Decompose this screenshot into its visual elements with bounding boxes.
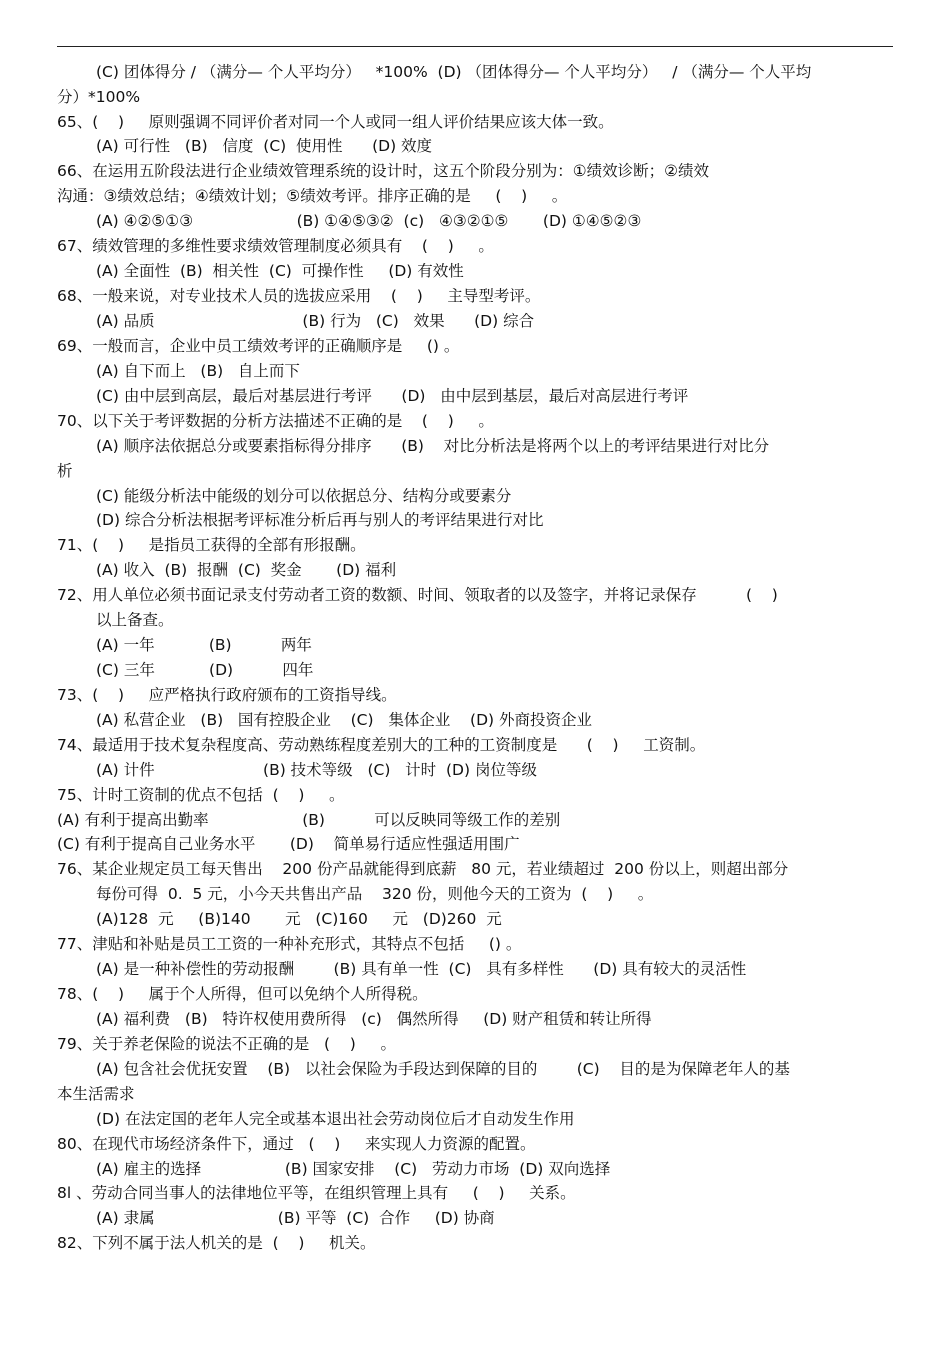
options-75: (A) 有利于提高出勤率 (B) 可以反映同等级工作的差别: [57, 811, 561, 829]
question-77: 77、津贴和补贴是员工工资的一种补充形式，其特点不包括 () 。: [57, 935, 522, 953]
options-72: (C) 三年 (D) 四年: [96, 661, 314, 679]
options-74: (A) 计件 (B) 技术等级 (C) 计时 (D) 岗位等级: [96, 761, 537, 779]
question-74: 74、最适用于技术复杂程度高、劳动熟练程度差别大的工种的工资制度是 ( ) 工资制。: [57, 736, 706, 754]
options-81: (A) 隶属 (B) 平等 (C) 合作 (D) 协商: [96, 1209, 495, 1227]
options-69: (C) 由中层到高层，最后对基层进行考评 (D) 由中层到基层，最后对高层进行考评: [96, 387, 689, 405]
question-80: 80、在现代市场经济条件下，通过 ( ) 来实现人力资源的配置。: [57, 1135, 536, 1153]
text-line: 沟通：③绩效总结；④绩效计划；⑤绩效考评。排序正确的是 ( ) 。: [57, 187, 568, 205]
text-line: 分）*100%: [57, 88, 141, 106]
options-78: (A) 福利费 (B) 特许权使用费所得 (c) 偶然所得 (D) 财产租赁和转让所得: [96, 1010, 652, 1028]
question-78: 78、( ) 属于个人所得，但可以免纳个人所得税。: [57, 985, 428, 1003]
question-69: 69、一般而言，企业中员工绩效考评的正确顺序是 () 。: [57, 337, 460, 355]
question-71: 71、( ) 是指员工获得的全部有形报酬。: [57, 536, 366, 554]
question-79: 79、关于养老保险的说法不正确的是 ( ) 。: [57, 1035, 396, 1053]
options-77: (A) 是一种补偿性的劳动报酬 (B) 具有单一性 (C) 具有多样性 (D) 具有较大的灵活性: [96, 960, 747, 978]
options-67: (A) 全面性 (B) 相关性 (C) 可操作性 (D) 有效性: [96, 262, 464, 280]
options-69: (A) 自下而上 (B) 自上而下: [96, 362, 300, 380]
top-rule: [57, 46, 893, 47]
question-68: 68、一般来说，对专业技术人员的选拔应采用 ( ) 主导型考评。: [57, 287, 541, 305]
question-75: 75、计时工资制的优点不包括 ( ) 。: [57, 786, 345, 804]
question-73: 73、( ) 应严格执行政府颁布的工资指导线。: [57, 686, 397, 704]
options-76: (A)128 元 (B)140 元 (C)160 元 (D)260 元: [96, 910, 502, 928]
options-71: (A) 收入 (B) 报酬 (C) 奖金 (D) 福利: [96, 561, 397, 579]
text-line: (C) 团体得分 / （满分— 个人平均分） *100% (D) （团体得分— 个人平均分） / （满分— 个人平均: [96, 63, 812, 81]
options-79: (A) 包含社会优抚安置 (B) 以社会保险为手段达到保障的目的 (C) 目的是为保障老年人的基: [96, 1060, 790, 1078]
question-76: 76、某企业规定员工每天售出 200 份产品就能得到底薪 80 元，若业绩超过 200 份以上，则超出部分: [57, 860, 789, 878]
question-82: 82、下列不属于法人机关的是 ( ) 机关。: [57, 1234, 376, 1252]
text-line: 析: [57, 462, 73, 480]
options-70: (A) 顺序法依据总分或要素指标得分排序 (B) 对比分析法是将两个以上的考评结果进行对比分: [96, 437, 770, 455]
options-68: (A) 品质 (B) 行为 (C) 效果 (D) 综合: [96, 312, 535, 330]
options-75: (C) 有利于提高自己业务水平 (D) 简单易行适应性强适用围广: [57, 835, 520, 853]
text-line: 每份可得 0. 5 元，小今天共售出产品 320 份，则他今天的工资为 ( ) 。: [96, 885, 654, 903]
options-79: (D) 在法定国的老年人完全或基本退出社会劳动岗位后才自动发生作用: [96, 1110, 575, 1128]
question-65: 65、( ) 原则强调不同评价者对同一个人或同一组人评价结果应该大体一致。: [57, 113, 614, 131]
options-80: (A) 雇主的选择 (B) 国家安排 (C) 劳动力市场 (D) 双向选择: [96, 1160, 611, 1178]
question-67: 67、绩效管理的多维性要求绩效管理制度必须具有 ( ) 。: [57, 237, 494, 255]
options-65: (A) 可行性 (B) 信度 (C) 使用性 (D) 效度: [96, 137, 433, 155]
question-70: 70、以下关于考评数据的分析方法描述不正确的是 ( ) 。: [57, 412, 494, 430]
options-70: (D) 综合分析法根据考评标准分析后再与别人的考评结果进行对比: [96, 511, 544, 529]
options-70: (C) 能级分析法中能级的划分可以依据总分、结构分或要素分: [96, 487, 512, 505]
question-66: 66、在运用五阶段法进行企业绩效管理系统的设计时，这五个阶段分别为：①绩效诊断；②绩效: [57, 162, 710, 180]
options-73: (A) 私营企业 (B) 国有控股企业 (C) 集体企业 (D) 外商投资企业: [96, 711, 592, 729]
options-72: (A) 一年 (B) 两年: [96, 636, 312, 654]
options-66: (A) ④②⑤①③ (B) ①④⑤③② (c) ④③②①⑤ (D) ①④⑤②③: [96, 212, 642, 230]
question-81: 8l 、劳动合同当事人的法律地位平等，在组织管理上具有 ( ) 关系。: [57, 1184, 576, 1202]
text-line: 本生活需求: [57, 1085, 135, 1103]
question-72: 72、用人单位必须书面记录支付劳动者工资的数额、时间、领取者的以及签字，并将记录保存 ( ): [57, 586, 778, 604]
text-line: 以上备查。: [96, 611, 174, 629]
